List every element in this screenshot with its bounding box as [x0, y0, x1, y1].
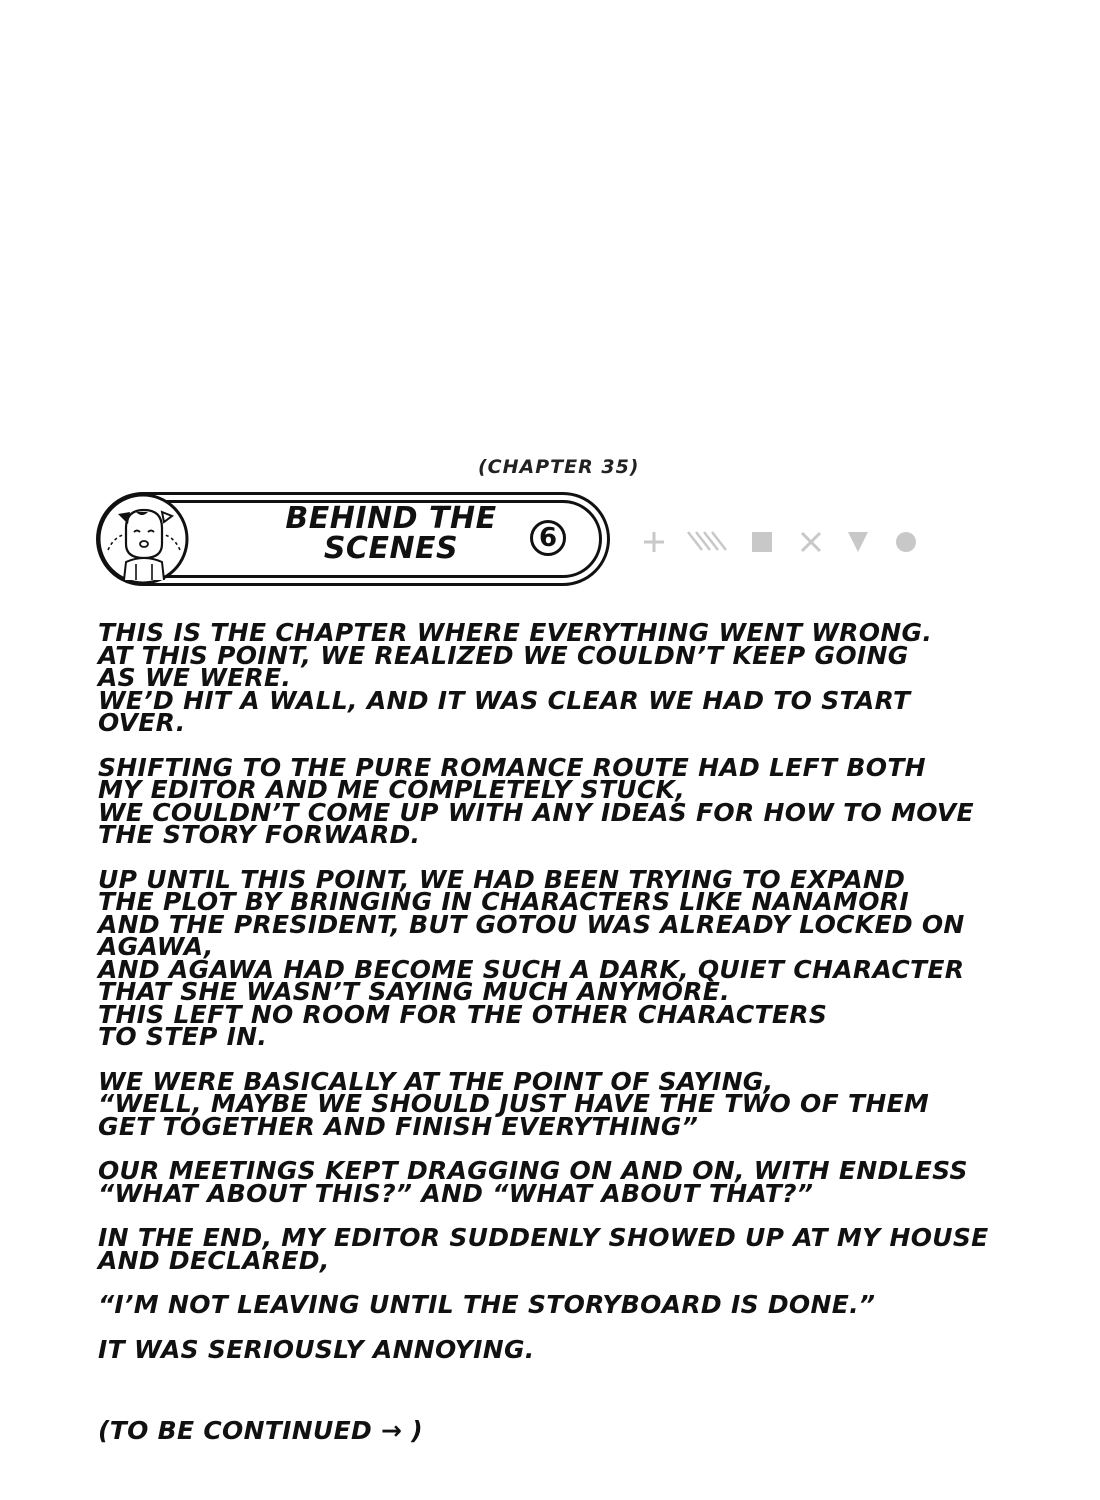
cow-hat-character-icon	[96, 492, 190, 586]
to-be-continued: (TO BE CONTINUED → )	[98, 1416, 423, 1445]
cross-icon	[802, 533, 820, 551]
header-number-badge: 6	[530, 520, 566, 556]
paragraph: OUR MEETINGS KEPT DRAGGING ON AND ON, WITH ENDLESS “WHAT ABOUT THIS?” AND “WHAT ABOUT THAT?”	[98, 1156, 968, 1208]
hatch-lines-icon	[688, 532, 726, 550]
circle-icon	[896, 532, 916, 552]
paragraph: UP UNTIL THIS POINT, WE HAD BEEN TRYING TO EXPAND THE PLOT BY BRINGING IN CHARACTERS LIKE NANAMORI AND THE PRESIDENT, BUT GOTOU WAS ALREADY LOCKED ON AGAWA, AND AGAWA HAD BECOME SUCH A DARK, QUIET CHARACTER THAT SHE WASN’T SAYING MUCH ANYMORE. THIS LEFT NO ROOM FOR THE OTHER CHARACTERS TO STEP IN.	[98, 864, 965, 1051]
behind-the-scenes-header	[96, 492, 616, 590]
header-title	[246, 501, 536, 566]
paragraph: IT WAS SERIOUSLY ANNOYING.	[98, 1334, 535, 1364]
header-title-line2: SCENES	[323, 531, 459, 566]
plus-icon	[644, 532, 664, 552]
paragraph: SHIFTING TO THE PURE ROMANCE ROUTE HAD LEFT BOTH MY EDITOR AND ME COMPLETELY STUCK, WE COULDN’T COME UP WITH ANY IDEAS FOR HOW TO MOVE THE STORY FORWARD.	[98, 752, 974, 849]
body-text	[98, 618, 998, 1383]
paragraph: IN THE END, MY EDITOR SUDDENLY SHOWED UP AT MY HOUSE AND DECLARED,	[98, 1223, 989, 1275]
triangle-down-icon	[848, 532, 868, 552]
paragraph: THIS IS THE CHAPTER WHERE EVERYTHING WENT WRONG. AT THIS POINT, WE REALIZED WE COULDN’T KEEP GOING AS WE WERE. WE’D HIT A WALL, AND IT WAS CLEAR WE HAD TO START OVER.	[98, 618, 933, 737]
square-icon	[752, 532, 772, 552]
chapter-label: (CHAPTER 35)	[478, 456, 640, 478]
header-title-line1: BEHIND THE	[285, 501, 497, 536]
paragraph: “I’M NOT LEAVING UNTIL THE STORYBOARD IS DONE.”	[98, 1290, 876, 1319]
symbol-row	[636, 522, 936, 562]
paragraph: WE WERE BASICALLY AT THE POINT OF SAYING, “WELL, MAYBE WE SHOULD JUST HAVE THE TWO OF THEM GET TOGETHER AND FINISH EVERYTHING”	[98, 1066, 930, 1141]
